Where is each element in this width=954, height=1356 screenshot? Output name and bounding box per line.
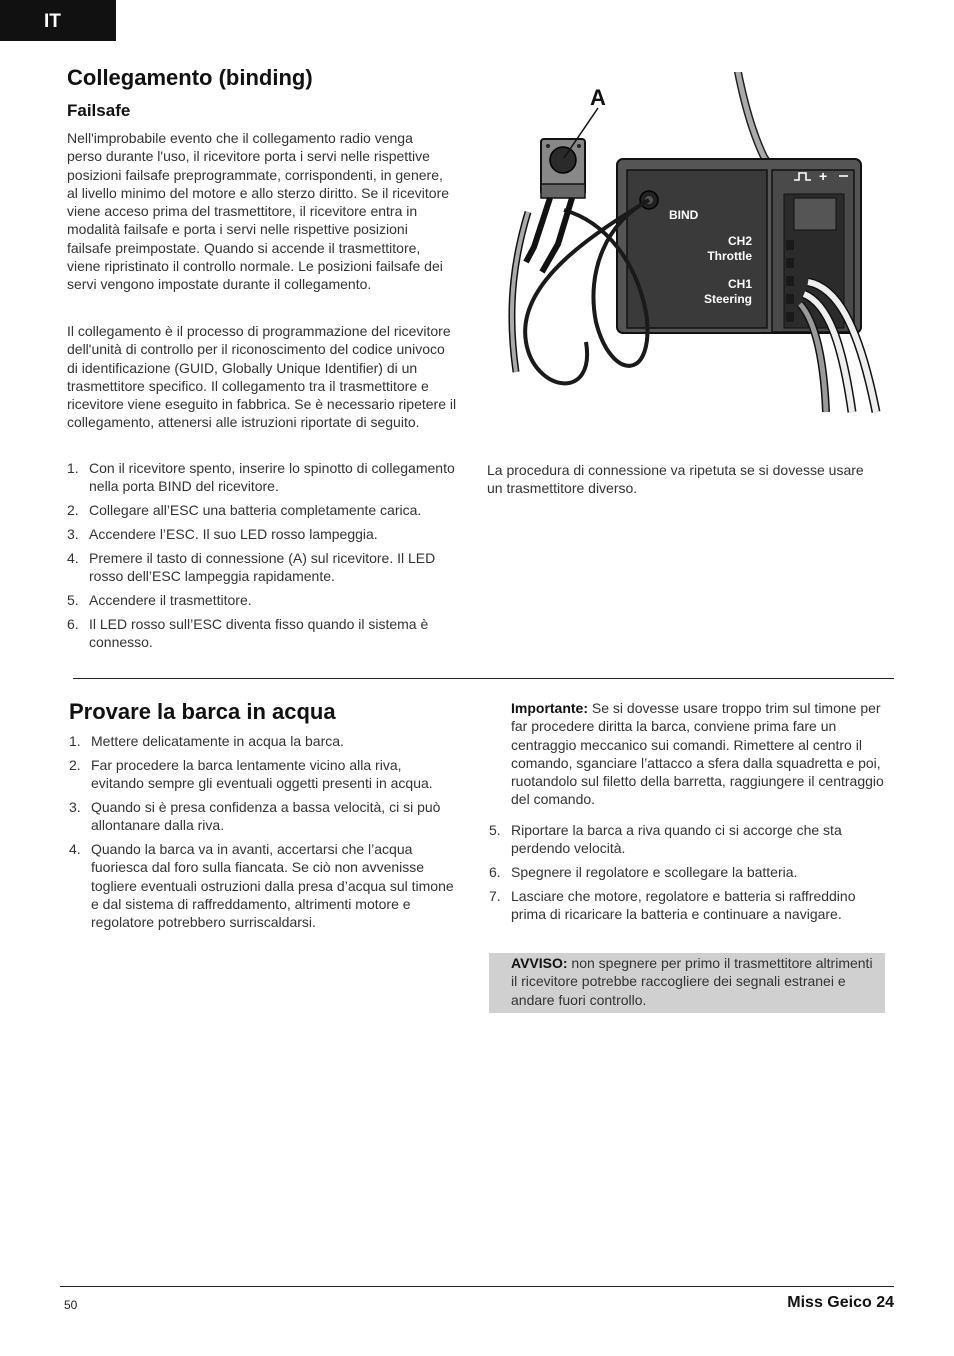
list-item <box>67 549 457 586</box>
list-item <box>67 591 457 609</box>
step-number: 4. <box>69 840 81 857</box>
list-item <box>67 615 457 652</box>
step-text: Spegnere il regolatore e scollegare la batteria. <box>511 864 798 881</box>
step-number: 5. <box>489 822 501 838</box>
step-number: 2. <box>67 502 79 519</box>
footer-divider <box>60 1286 894 1287</box>
list-item <box>67 501 457 519</box>
step-text: Quando si è presa confidenza a bassa velocità, ci si può allontanare dalla riva. <box>91 798 441 834</box>
ch1-function-label: Steering <box>703 292 752 306</box>
receiver-illustration <box>486 72 886 418</box>
section-title-binding: Collegamento (binding) <box>67 65 313 90</box>
important-note <box>511 699 887 809</box>
step-number: 1. <box>67 460 79 476</box>
step-text: Quando la barca va in avanti, accertarsi che l’acqua fuoriesca dal foro sulla fiancata. Se ciò non avvenisse togliere eventuali ostruzioni dalla presa d’acqua sul timone e dal sistema di raffreddamento, altrimenti motore e regolatore potrebbero surriscaldarsi. <box>91 840 454 931</box>
binding-paragraph: Il collegamento è il processo di programmazione del ricevitore dell'unità di controllo per il riconoscimento del codice univoco di identificazione (GUID, Globally Unique Identifier) di un trasmettitore specifico. Il collegamento tra il trasmettitore e ricevitore viene eseguito in fabbrica. Se è necessario ripetere il collegamento, attenersi alle istruzioni riportate di seguito. <box>67 323 457 431</box>
step-text: Far procedere la barca lentamente vicino alla riva, evitando sempre gli eventuali oggetti presenti in acqua. <box>91 756 433 792</box>
language-tab: IT <box>0 0 116 41</box>
warning-box <box>489 953 885 1013</box>
page-number: 50 <box>64 1298 78 1312</box>
step-text: Accendere l’ESC. Il suo LED rosso lampeggia. <box>89 525 378 542</box>
step-number: 1. <box>69 733 81 749</box>
step-number: 6. <box>67 615 79 632</box>
warning-text: non spegnere per primo il trasmettitore altrimenti il ricevitore potrebbe raccogliere dei segnali estranei e andare fuori controllo. <box>511 955 873 1008</box>
list-item <box>69 840 457 931</box>
important-lead: Importante: <box>511 700 588 716</box>
step-number: 3. <box>67 525 79 542</box>
step-number: 4. <box>67 549 79 566</box>
list-item <box>489 863 887 881</box>
important-text: Se si dovesse usare troppo trim sul timone per far procedere diritta la barca, conviene prima fare un centraggio meccanico sui comandi. Rimettere al centro il comando, sganciare l’attacco a sfera dalla squadretta e poi, ruotandolo sul filetto della barretta, raggiungere il centraggio del comando. <box>511 700 884 808</box>
list-item <box>489 821 887 858</box>
list-item <box>67 459 457 496</box>
step-text: Mettere delicatamente in acqua la barca. <box>91 733 344 749</box>
step-text: Accendere il trasmettitore. <box>89 591 252 608</box>
water-test-steps-left <box>69 732 457 937</box>
step-text: Il LED rosso sull’ESC diventa fisso quando il sistema è connesso. <box>89 615 429 650</box>
footer-title: Miss Geico 24 <box>787 1294 894 1311</box>
warning-lead: AVVISO: <box>511 955 568 971</box>
list-item <box>489 887 887 924</box>
section-title-water-test: Provare la barca in acqua <box>69 699 336 724</box>
list-item <box>69 732 457 750</box>
step-number: 3. <box>69 798 81 815</box>
step-number: 2. <box>69 756 81 773</box>
list-item <box>69 756 457 793</box>
step-number: 5. <box>67 591 79 608</box>
list-item <box>67 525 457 543</box>
binding-steps <box>67 459 457 657</box>
list-item <box>69 798 457 835</box>
ch2-label: CH2 <box>727 234 752 248</box>
section-divider <box>73 678 894 679</box>
step-text: Con il ricevitore spento, inserire lo spinotto di collegamento nella porta BIND del ricevitore. <box>89 460 455 495</box>
subsection-title-failsafe: Failsafe <box>67 101 131 120</box>
receiver-diagram <box>486 72 886 418</box>
callout-a: A <box>590 85 606 110</box>
step-text: Collegare all’ESC una batteria completamente carica. <box>89 502 422 519</box>
water-test-steps-right <box>489 821 887 929</box>
step-text: Premere il tasto di connessione (A) sul ricevitore. Il LED rosso dell’ESC lampeggia rapidamente. <box>89 549 436 584</box>
step-text: Riportare la barca a riva quando ci si accorge che sta perdendo velocità. <box>511 822 842 857</box>
svg-text:+: + <box>819 168 828 184</box>
ch2-function-label: Throttle <box>707 249 752 263</box>
bind-label: BIND <box>669 208 699 222</box>
step-number: 7. <box>489 887 501 904</box>
rebind-note: La procedura di connessione va ripetuta se si dovesse usare un trasmettitore diverso. <box>487 462 864 497</box>
ch1-label: CH1 <box>727 277 752 291</box>
failsafe-paragraph: Nell'improbabile evento che il collegamento radio venga perso durante l'uso, il ricevitore porta i servi nelle rispettive posizioni failsafe preprogrammate, corrispondenti, in genere, al livello minimo del motore e allo sterzo diritto. Se il ricevitore viene acceso prima del trasmettitore, il ricevitore entra in modalità failsafe e porta i servi nelle rispettive posizioni failsafe preimpostate. Quando si accende il trasmettitore, viene ripristinato il controllo normale. Le posizioni failsafe dei servi vengono impostate durante il collegamento. <box>67 130 450 293</box>
step-text: Lasciare che motore, regolatore e batteria si raffreddino prima di ricaricare la batteria e continuare a navigare. <box>511 887 856 923</box>
step-number: 6. <box>489 864 501 881</box>
